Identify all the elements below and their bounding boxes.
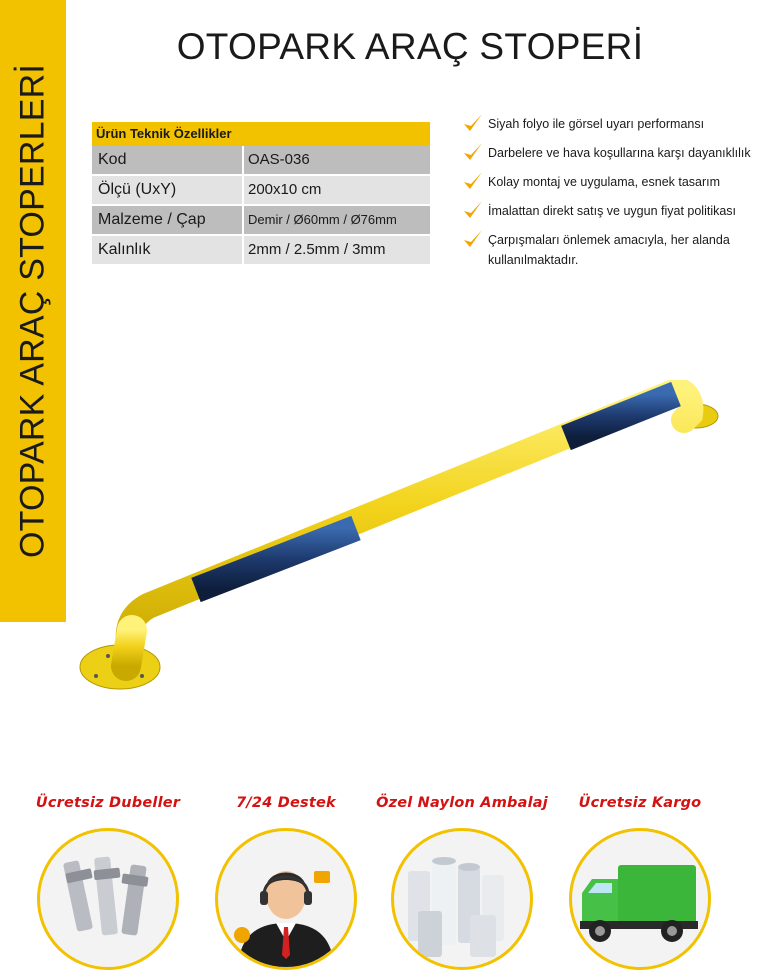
spec-label: Ölçü (UxY): [92, 176, 242, 204]
checkmark-icon: [462, 228, 484, 250]
side-banner: [0, 0, 66, 622]
page-title: OTOPARK ARAÇ STOPERİ: [176, 26, 644, 67]
feature-item: [462, 172, 768, 192]
feature-list: [462, 114, 768, 279]
feature-item: [462, 230, 768, 270]
badge-free-shipping: [550, 790, 730, 970]
feature-item: [462, 201, 768, 221]
checkmark-icon: [462, 112, 484, 134]
checkmark-icon: [462, 170, 484, 192]
spec-label: Kod: [92, 146, 242, 174]
feature-text: Siyah folyo ile görsel uyarı performansı: [488, 117, 705, 131]
spec-table: [92, 122, 430, 266]
feature-text: Kolay montaj ve uygulama, esnek tasarım: [488, 175, 721, 189]
spec-value: 2mm / 2.5mm / 3mm: [244, 236, 430, 264]
spec-row-thickness: [92, 236, 430, 266]
badge-label: Ücretsiz Kargo: [578, 795, 702, 811]
feature-text: İmalattan direkt satış ve uygun fiyat politikası: [488, 204, 737, 218]
checkmark-icon: [462, 199, 484, 221]
delivery-truck-image: [569, 828, 711, 970]
badge-label: 7/24 Destek: [236, 795, 336, 811]
nylon-rolls-image: [391, 828, 533, 970]
feature-text: Darbelere ve hava koşullarına karşı dayanıklılık: [488, 146, 751, 160]
spec-value: 200x10 cm: [244, 176, 430, 204]
badge-free-anchors: [18, 790, 198, 970]
spec-row-code: [92, 146, 430, 176]
checkmark-icon: [462, 141, 484, 163]
spec-value: Demir / Ø60mm / Ø76mm: [244, 206, 430, 234]
feature-item: [462, 114, 768, 134]
anchor-bolts-image: [37, 828, 179, 970]
spec-row-size: [92, 176, 430, 206]
spec-label: Malzeme / Çap: [92, 206, 242, 234]
spec-value: OAS-036: [244, 146, 430, 174]
spec-table-header: Ürün Teknik Özellikler: [92, 122, 430, 146]
badge-label: Özel Naylon Ambalaj: [376, 795, 548, 811]
parking-stopper-bar-image: [78, 380, 728, 700]
side-banner-text: OTOPARK ARAÇ STOPERLERİ: [13, 64, 52, 558]
feature-text: Çarpışmaları önlemek amacıyla, her alanda kullanılmaktadır.: [488, 233, 730, 267]
service-badges: [0, 790, 768, 971]
feature-item: [462, 143, 768, 163]
support-agent-image: [215, 828, 357, 970]
badge-label: Ücretsiz Dubeller: [35, 795, 181, 811]
badge-support: [196, 790, 376, 970]
spec-row-material: [92, 206, 430, 236]
spec-label: Kalınlık: [92, 236, 242, 264]
badge-nylon-packaging: [372, 790, 552, 970]
